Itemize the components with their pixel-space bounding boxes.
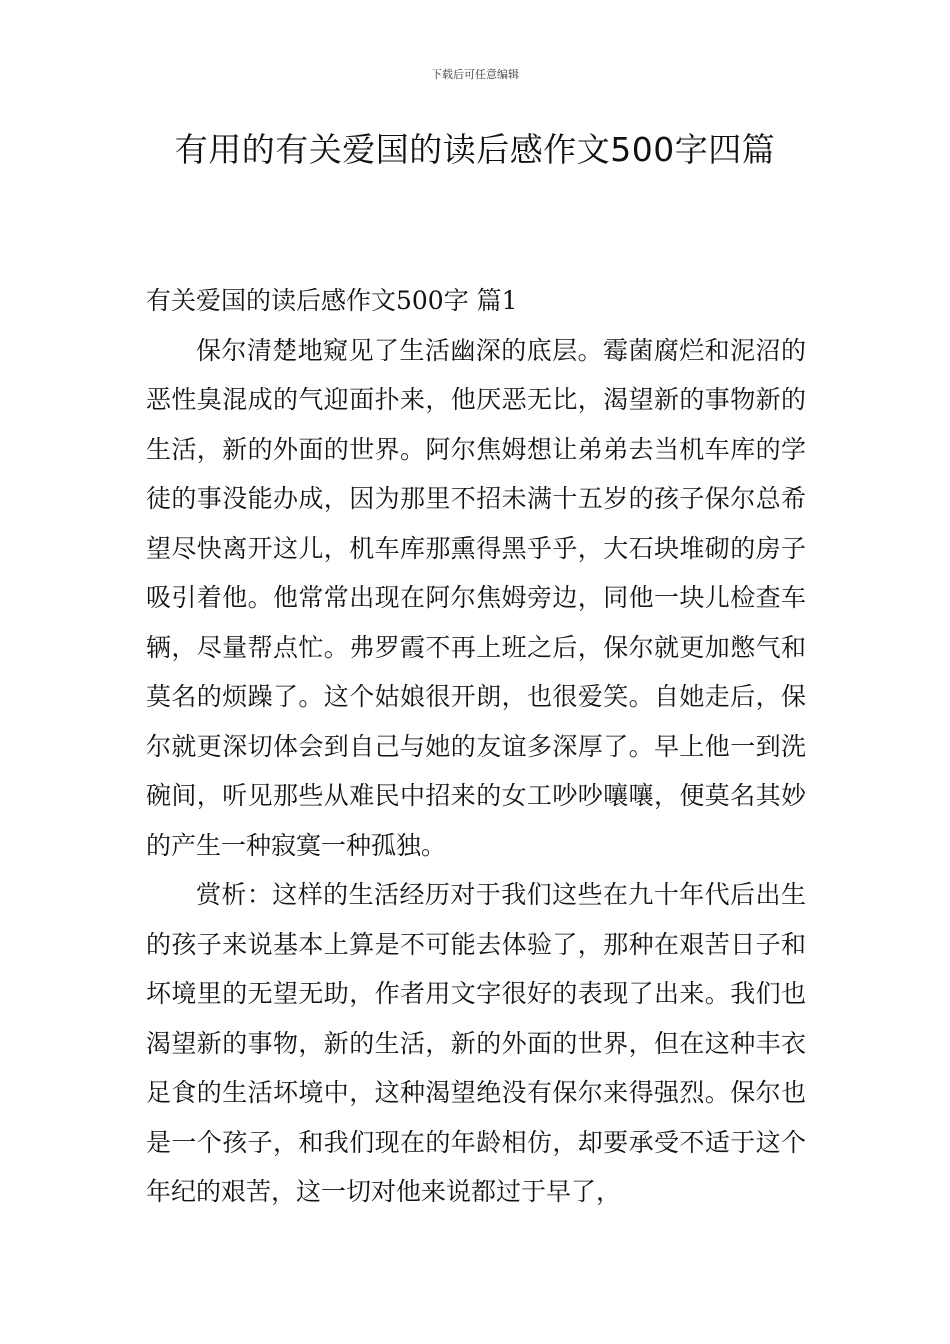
section-heading: 有关爱国的读后感作文500字 篇1	[146, 286, 518, 315]
document-title: 有用的有关爱国的读后感作文500字四篇	[174, 130, 776, 169]
document-body	[146, 276, 806, 1217]
header-note: 下载后可任意编辑	[431, 68, 519, 81]
paragraph: 赏析：这样的生活经历对于我们这些在九十年代后出生的孩子来说基本上算是不可能去体验了，那种在艰苦日子和坏境里的无望无助，作者用文字很好的表现了出来。我们也渴望新的事物，新的生活，新的外面的世界，但在这种丰衣足食的生活坏境中，这种渴望绝没有保尔来得强烈。保尔也是一个孩子，和我们现在的年龄相仿，却要承受不适于这个年纪的艰苦，这一切对他来说都过于早了，	[146, 880, 806, 1206]
paragraph: 保尔清楚地窥见了生活幽深的底层。霉菌腐烂和泥沼的恶性臭混成的气迎面扑来，他厌恶无比，渴望新的事物新的生活，新的外面的世界。阿尔焦姆想让弟弟去当机车库的学徒的事没能办成，因为那里不招未满十五岁的孩子保尔总希望尽快离开这儿，机车库那熏得黑乎乎，大石块堆砌的房子吸引着他。他常常出现在阿尔焦姆旁边，同他一块儿检查车辆，尽量帮点忙。弗罗霞不再上班之后，保尔就更加憋气和莫名的烦躁了。这个姑娘很开朗，也很爱笑。自她走后，保尔就更深切体会到自己与她的友谊多深厚了。早上他一到洗碗间，听见那些从难民中招来的女工吵吵嚷嚷，便莫名其妙的产生一种寂寞一种孤独。	[146, 335, 806, 860]
